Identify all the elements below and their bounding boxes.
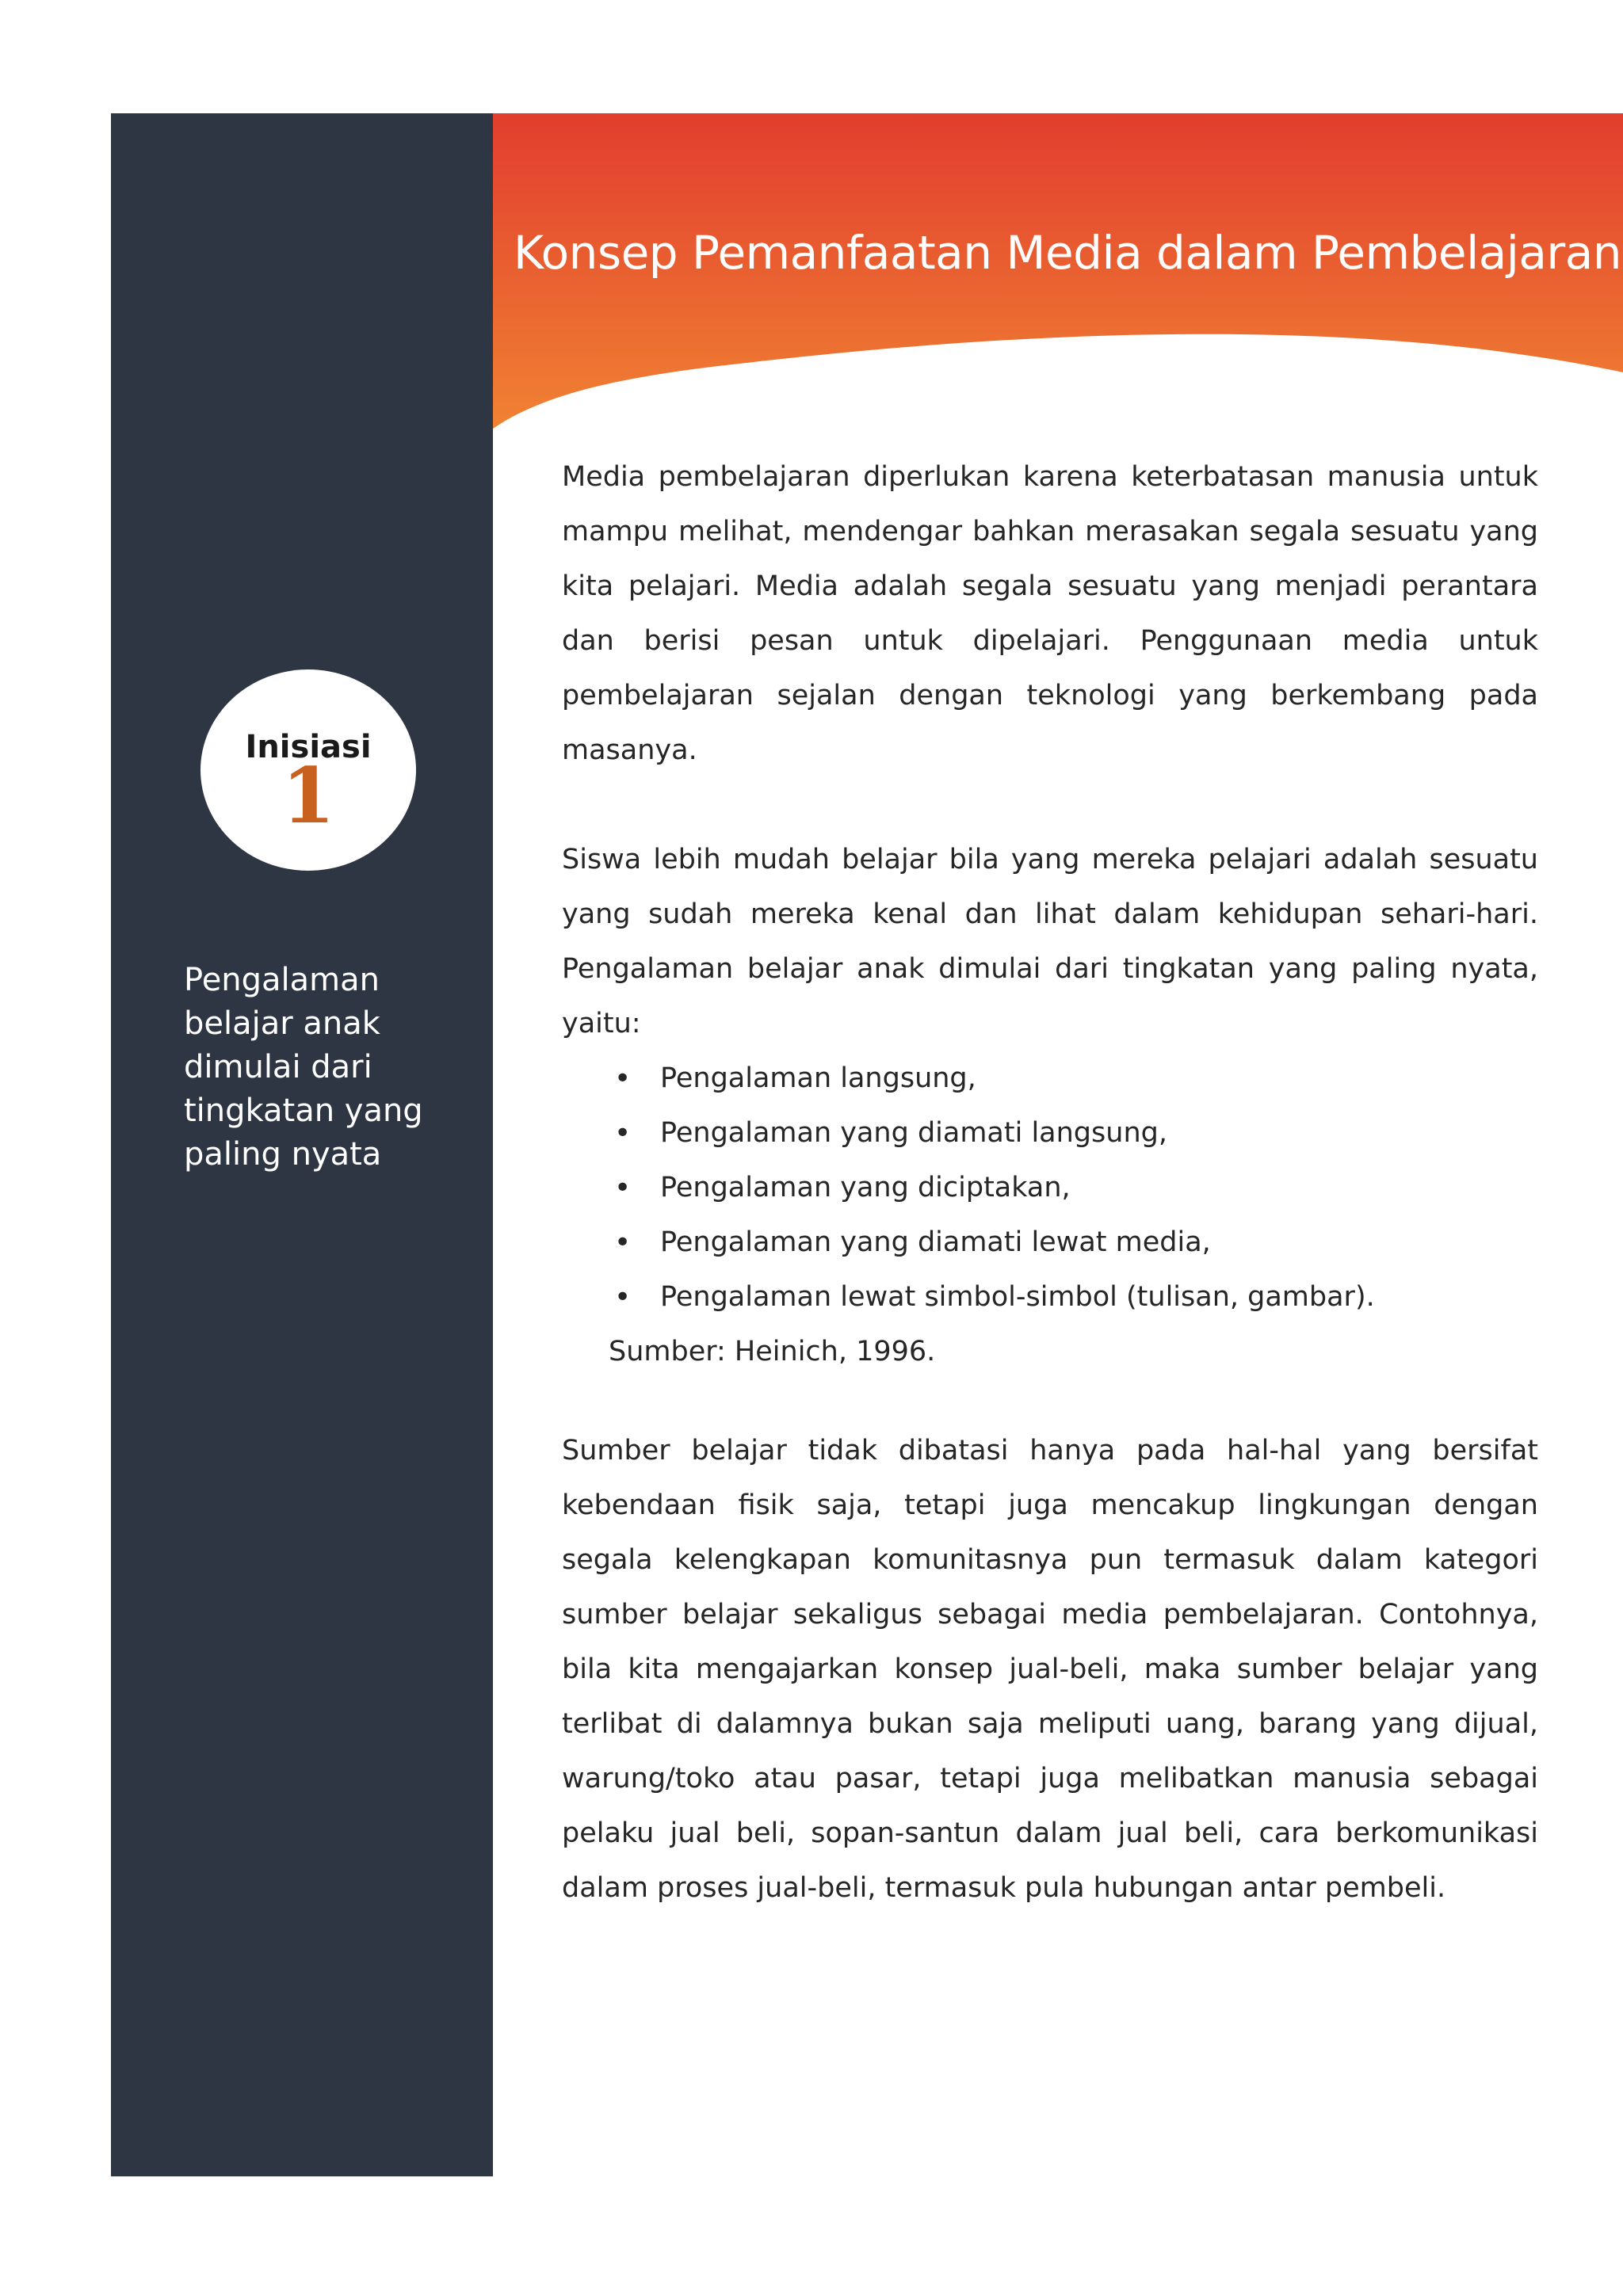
list-item: • Pengalaman yang diciptakan, bbox=[562, 1161, 1538, 1215]
paragraph-media-definition: Media pembelajaran diperlukan karena keterbatasan manusia untuk mampu melihat, mendengar bahkan merasakan segala sesuatu yang kita pelajari. Media adalah segala sesuatu yang menjadi perantara dan berisi pesan untuk dipelajari. Penggunaan media untuk pembelajaran sejalan dengan teknologi yang berkembang pada masanya. bbox=[562, 461, 1538, 766]
sidebar-quote-line: tingkatan yang bbox=[184, 1093, 423, 1129]
source-citation: Sumber: Heinich, 1996. bbox=[609, 1336, 936, 1367]
badge-label: Inisiasi bbox=[245, 729, 372, 765]
list-item: • Pengalaman yang diamati lewat media, bbox=[562, 1215, 1538, 1270]
page-title: Konsep Pemanfaatan Media dalam Pembelajaran bbox=[514, 226, 1622, 280]
main-content bbox=[562, 450, 1538, 1916]
sidebar-quote-line: Pengalaman bbox=[184, 962, 380, 998]
sidebar-quote-line: dimulai dari bbox=[184, 1049, 372, 1085]
initiation-badge bbox=[200, 669, 416, 871]
paragraph-learning-experience: Siswa lebih mudah belajar bila yang mereka pelajari adalah sesuatu yang sudah mereka kenal dan lihat dalam kehidupan sehari-hari. Pengalaman belajar anak dimulai dari tingkatan yang paling nyata, yaitu: bbox=[562, 844, 1538, 1039]
bullet-icon: • bbox=[614, 1281, 632, 1314]
experience-list bbox=[562, 1051, 1538, 1325]
list-item: • Pengalaman yang diamati langsung, bbox=[562, 1106, 1538, 1161]
sidebar-quote-line: paling nyata bbox=[184, 1136, 382, 1173]
list-item: • Pengalaman lewat simbol-simbol (tulisan, gambar). bbox=[562, 1270, 1538, 1325]
badge-number: 1 bbox=[281, 751, 335, 841]
bullet-icon: • bbox=[614, 1226, 632, 1259]
sidebar-quote bbox=[184, 959, 453, 1177]
paragraph-learning-sources: Sumber belajar tidak dibatasi hanya pada hal-hal yang bersifat kebendaan fisik saja, tetapi juga mencakup lingkungan dengan segala kelengkapan komunitasnya pun termasuk dalam kategori sumber belajar sekaligus sebagai media pembelajaran. Contohnya, bila kita mengajarkan konsep jual-beli, maka sumber belajar yang terlibat di dalamnya bukan saja meliputi uang, barang yang dijual, warung/toko atau pasar, tetapi juga melibatkan manusia sebagai pelaku jual beli, sopan-santun dalam jual beli, cara berkomunikasi dalam proses jual-beli, termasuk pula hubungan antar pembeli. bbox=[562, 1435, 1538, 1904]
sidebar-quote-line: belajar anak bbox=[184, 1005, 380, 1042]
bullet-icon: • bbox=[614, 1117, 632, 1150]
bullet-icon: • bbox=[614, 1172, 632, 1204]
list-item: • Pengalaman langsung, bbox=[562, 1051, 1538, 1106]
bullet-icon: • bbox=[614, 1062, 632, 1095]
